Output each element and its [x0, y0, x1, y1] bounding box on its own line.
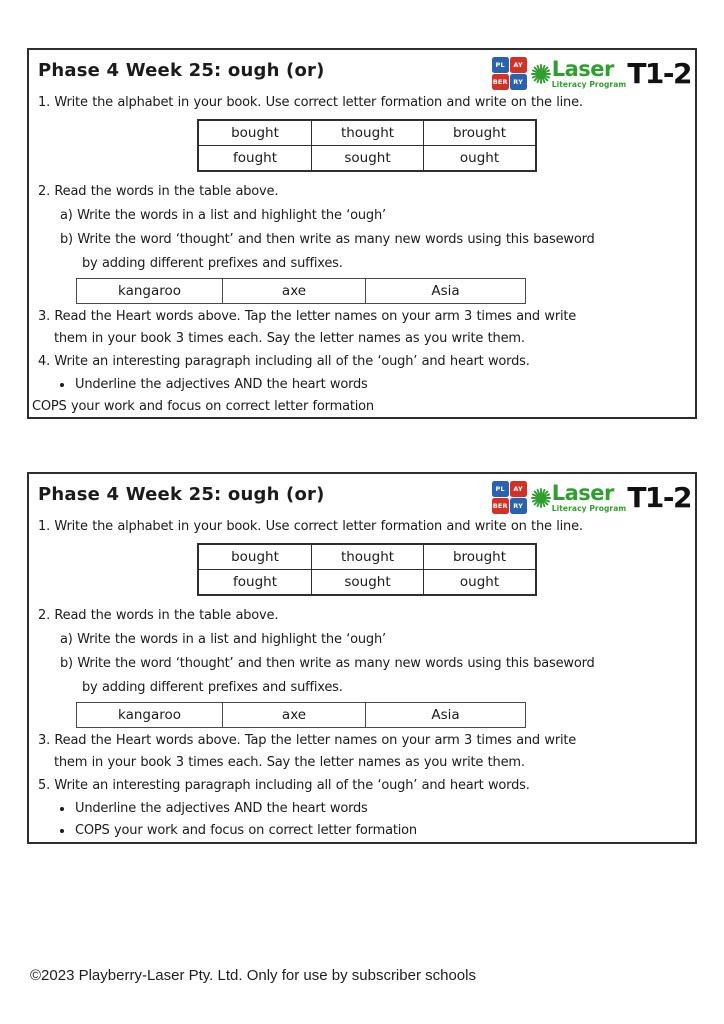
- laser-literacy-logo: [492, 481, 691, 514]
- laser-literacy-logo: [492, 57, 691, 90]
- copyright-footer: ©2023 Playberry-Laser Pty. Ltd. Only for use by subscriber schools: [30, 967, 476, 984]
- word-cell: sought: [311, 570, 423, 594]
- instruction-2b-cont: by adding different prefixes and suffixes.: [82, 680, 343, 695]
- ough-words-table: [197, 119, 537, 172]
- heart-word-cell: axe: [222, 279, 365, 303]
- word-cell: ought: [423, 570, 535, 594]
- instruction-1: 1. Write the alphabet in your book. Use correct letter formation and write on the line.: [38, 519, 583, 534]
- term-tag: T1-2: [627, 57, 691, 90]
- heart-word-cell: Asia: [365, 279, 525, 303]
- bullet-dot-icon: [60, 383, 64, 387]
- instruction-2: 2. Read the words in the table above.: [38, 184, 279, 199]
- instruction-2b: b) Write the word ‘thought’ and then write as many new words using this baseword: [60, 232, 595, 247]
- puzzle-tile: RY: [510, 74, 527, 90]
- bullet-text: COPS your work and focus on correct letter formation: [75, 823, 417, 838]
- table-row: [199, 145, 535, 170]
- heart-word-cell: kangaroo: [117, 283, 182, 299]
- instruction-3: 3. Read the Heart words above. Tap the letter names on your arm 3 times and write: [38, 733, 577, 748]
- playberry-puzzle-icon: [492, 57, 527, 90]
- word-cell: fought: [233, 150, 277, 166]
- puzzle-tile: RY: [510, 498, 527, 514]
- instruction-3: 3. Read the Heart words above. Tap the letter names on your arm 3 times and write: [38, 309, 577, 324]
- puzzle-tile: AY: [510, 481, 527, 497]
- instruction-5: 5. Write an interesting paragraph including all of the ‘ough’ and heart words.: [38, 778, 530, 793]
- brand-text-block: [551, 480, 627, 513]
- term-tag: T1-2: [627, 481, 691, 514]
- brand-name: Laser: [551, 480, 614, 505]
- laser-starburst-icon: [531, 488, 551, 508]
- brand-subtitle: Literacy Program: [551, 79, 627, 89]
- puzzle-tile: PL: [492, 57, 509, 73]
- panel-title: Phase 4 Week 25: ough (or): [38, 60, 325, 81]
- bullet-item: [60, 377, 368, 392]
- bullet-item: [60, 823, 417, 838]
- word-cell: sought: [311, 146, 423, 170]
- instruction-2b: b) Write the word ‘thought’ and then write as many new words using this baseword: [60, 656, 595, 671]
- cops-instruction: COPS your work and focus on correct letter formation: [32, 399, 374, 414]
- table-row: [199, 121, 535, 145]
- puzzle-tile: BER: [492, 74, 509, 90]
- instruction-3-cont: them in your book 3 times each. Say the letter names as you write them.: [54, 331, 525, 346]
- instruction-2a: a) Write the words in a list and highlight the ‘ough’: [60, 632, 386, 647]
- table-row: [199, 569, 535, 594]
- heart-word-cell: Asia: [365, 703, 525, 727]
- instruction-4: 4. Write an interesting paragraph including all of the ‘ough’ and heart words.: [38, 354, 530, 369]
- instruction-1: 1. Write the alphabet in your book. Use correct letter formation and write on the line.: [38, 95, 583, 110]
- playberry-puzzle-icon: [492, 481, 527, 514]
- worksheet-panel-1: [27, 48, 697, 419]
- puzzle-tile: AY: [510, 57, 527, 73]
- word-cell: bought: [231, 125, 279, 141]
- bullet-dot-icon: [60, 807, 64, 811]
- bullet-text: Underline the adjectives AND the heart words: [75, 801, 368, 816]
- worksheet-panel-2: [27, 472, 697, 844]
- word-cell: thought: [311, 545, 423, 569]
- heart-words-table: [76, 702, 526, 728]
- bullet-text: Underline the adjectives AND the heart words: [75, 377, 368, 392]
- puzzle-tile: BER: [492, 498, 509, 514]
- word-cell: brought: [423, 545, 535, 569]
- panel-title: Phase 4 Week 25: ough (or): [38, 484, 325, 505]
- table-row: [199, 545, 535, 569]
- instruction-2a: a) Write the words in a list and highlight the ‘ough’: [60, 208, 386, 223]
- brand-text-block: [551, 56, 627, 89]
- brand-subtitle: Literacy Program: [551, 503, 627, 513]
- puzzle-tile: PL: [492, 481, 509, 497]
- instruction-2b-cont: by adding different prefixes and suffixes.: [82, 256, 343, 271]
- word-cell: thought: [311, 121, 423, 145]
- bullet-item: [60, 801, 368, 816]
- ough-words-table: [197, 543, 537, 596]
- heart-word-cell: kangaroo: [117, 707, 182, 723]
- brand-name: Laser: [551, 56, 614, 81]
- word-cell: ought: [423, 146, 535, 170]
- bullet-dot-icon: [60, 829, 64, 833]
- word-cell: bought: [231, 549, 279, 565]
- heart-word-cell: axe: [222, 703, 365, 727]
- instruction-3-cont: them in your book 3 times each. Say the letter names as you write them.: [54, 755, 525, 770]
- word-cell: brought: [423, 121, 535, 145]
- instruction-2: 2. Read the words in the table above.: [38, 608, 279, 623]
- heart-words-table: [76, 278, 526, 304]
- word-cell: fought: [233, 574, 277, 590]
- laser-starburst-icon: [531, 64, 551, 84]
